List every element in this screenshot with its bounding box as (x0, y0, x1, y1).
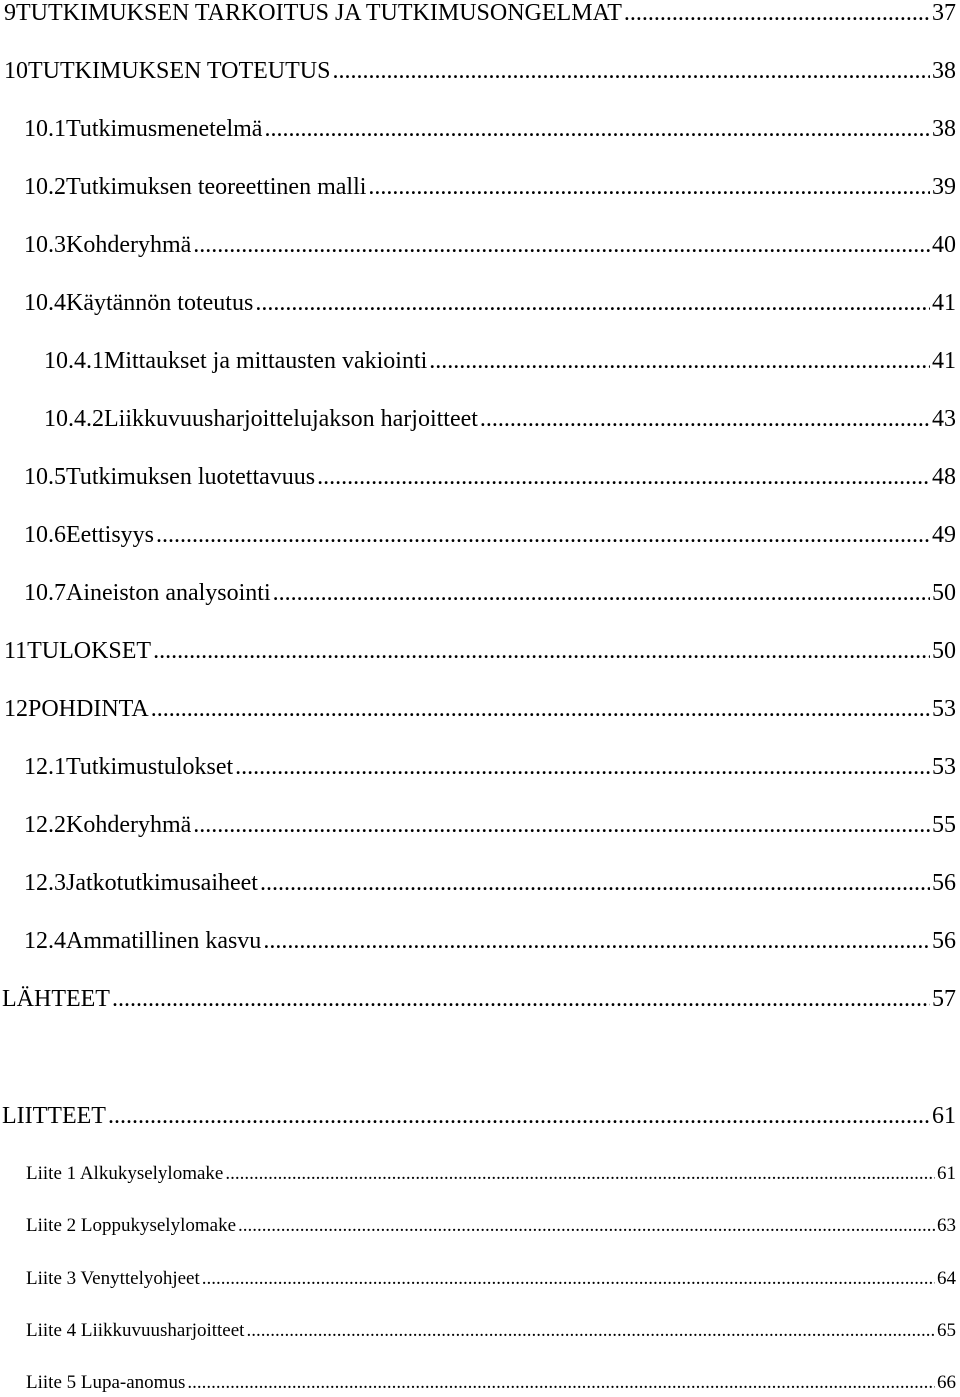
dot-leader (368, 172, 930, 202)
toc-entry-title: Tutkimustulokset (66, 754, 234, 780)
toc-entry-page: 49 (932, 522, 956, 548)
appendix-entry (26, 1214, 956, 1238)
toc-entry-title: TUTKIMUKSEN TARKOITUS JA TUTKIMUSONGELMAT (16, 0, 622, 26)
appendix-entry (26, 1319, 956, 1343)
toc-entry-page: 38 (932, 58, 956, 84)
toc-entry-number: 12.3 (24, 870, 66, 896)
toc-entry-page: 57 (932, 986, 956, 1012)
toc-entry-references (2, 984, 956, 1014)
toc-entry-number: 12.4 (24, 928, 66, 954)
toc-entry-title: Tutkimusmenetelmä (66, 116, 263, 142)
dot-leader (112, 984, 930, 1014)
toc-entry (24, 868, 956, 898)
toc-entry-number: 10.5 (24, 464, 66, 490)
toc-entry-number: 10.4 (24, 290, 66, 316)
dot-leader (246, 1319, 935, 1343)
appendix-entry (26, 1371, 956, 1395)
toc-entry-title: Kohderyhmä (66, 812, 192, 838)
toc-entry-number: 10.6 (24, 522, 66, 548)
toc-entry-page: 38 (932, 116, 956, 142)
toc-entry-title: TULOKSET (27, 638, 152, 664)
toc-entry-title: Ammatillinen kasvu (66, 928, 262, 954)
toc-entry-title: LÄHTEET (2, 986, 110, 1012)
toc-entry-number: 10.7 (24, 580, 66, 606)
dot-leader (480, 404, 930, 434)
toc-entry-title: Mittaukset ja mittausten vakiointi (104, 348, 428, 374)
appendix-entry (26, 1162, 956, 1186)
appendix-title: Liite 1 Alkukyselylomake (26, 1163, 224, 1184)
toc-entry (24, 752, 956, 782)
toc-entry-appendices (2, 1101, 956, 1131)
toc-entry-title: Tutkimuksen teoreettinen malli (66, 174, 367, 200)
toc-entry-title: Liikkuvuusharjoittelujakson harjoitteet (104, 406, 478, 432)
dot-leader (260, 868, 930, 898)
toc-entry-page: 56 (932, 928, 956, 954)
dot-leader (235, 752, 930, 782)
appendix-title: Liite 2 Loppukyselylomake (26, 1215, 237, 1236)
toc-entry (4, 0, 956, 28)
dot-leader (263, 926, 930, 956)
toc-entry-page: 40 (932, 232, 956, 258)
dot-leader (264, 114, 930, 144)
toc-entry (24, 578, 956, 608)
appendix-title: Liite 5 Lupa-anomus (26, 1372, 186, 1393)
toc-entry-number: 11 (4, 638, 28, 664)
appendix-page: 65 (937, 1320, 956, 1341)
appendix-title: Liite 4 Liikkuvuusharjoitteet (26, 1320, 245, 1341)
toc-entry-number: 10.2 (24, 174, 66, 200)
toc-entry-title: POHDINTA (28, 696, 149, 722)
dot-leader (332, 56, 930, 86)
toc-entry-page: 53 (932, 754, 956, 780)
toc-entry-page: 37 (932, 0, 956, 26)
toc-entry-page: 41 (932, 290, 956, 316)
toc-entry-title: LIITTEET (2, 1103, 106, 1129)
toc-entry (44, 346, 956, 376)
toc-entry-page: 39 (932, 174, 956, 200)
dot-leader (151, 694, 930, 724)
appendix-page: 61 (937, 1163, 956, 1184)
dot-leader (238, 1214, 935, 1238)
appendix-title: Liite 3 Venyttelyohjeet (26, 1268, 200, 1289)
toc-entry (4, 694, 956, 724)
toc-entry-number: 10.3 (24, 232, 66, 258)
toc-entry-title: Eettisyys (66, 522, 154, 548)
toc-entry-page: 48 (932, 464, 956, 490)
toc-entry-number: 9 (4, 0, 16, 26)
appendix-entry (26, 1267, 956, 1291)
dot-leader (273, 578, 930, 608)
dot-leader (255, 288, 930, 318)
toc-entry-number: 12.1 (24, 754, 66, 780)
toc-entry-page: 50 (932, 580, 956, 606)
toc-entry-page: 61 (932, 1103, 956, 1129)
toc-entry-page: 55 (932, 812, 956, 838)
toc-entry (24, 926, 956, 956)
dot-leader (156, 520, 930, 550)
toc-entry-title: Tutkimuksen luotettavuus (66, 464, 316, 490)
toc-entry-page: 43 (932, 406, 956, 432)
toc-entry-number: 10 (4, 58, 28, 84)
appendix-page: 66 (937, 1372, 956, 1393)
toc-entry-page: 56 (932, 870, 956, 896)
appendix-page: 63 (937, 1215, 956, 1236)
dot-leader (624, 0, 930, 28)
toc-entry (24, 810, 956, 840)
toc-entry (24, 172, 956, 202)
toc-entry-title: TUTKIMUKSEN TOTEUTUS (28, 58, 331, 84)
dot-leader (187, 1371, 935, 1395)
dot-leader (108, 1101, 930, 1131)
toc-entry-title: Käytännön toteutus (66, 290, 254, 316)
toc-entry (4, 636, 956, 666)
dot-leader (225, 1162, 935, 1186)
toc-entry-number: 10.1 (24, 116, 66, 142)
toc-entry-page: 50 (932, 638, 956, 664)
toc-entry (44, 404, 956, 434)
toc-entry-number: 12.2 (24, 812, 66, 838)
toc-entry-number: 10.4.1 (44, 348, 104, 374)
toc-entry (24, 520, 956, 550)
dot-leader (202, 1267, 935, 1291)
dot-leader (193, 230, 930, 260)
dot-leader (153, 636, 930, 666)
toc-entry (24, 288, 956, 318)
dot-leader (193, 810, 930, 840)
dot-leader (429, 346, 930, 376)
toc-entry (24, 230, 956, 260)
toc-entry-page: 53 (932, 696, 956, 722)
appendix-page: 64 (937, 1268, 956, 1289)
toc-entry-title: Aineiston analysointi (66, 580, 271, 606)
toc-entry (4, 56, 956, 86)
toc-entry-number: 12 (4, 696, 28, 722)
toc-entry-title: Jatkotutkimusaiheet (66, 870, 258, 896)
toc-entry-title: Kohderyhmä (66, 232, 192, 258)
toc-entry-page: 41 (932, 348, 956, 374)
toc-entry (24, 462, 956, 492)
toc-entry (24, 114, 956, 144)
toc-entry-number: 10.4.2 (44, 406, 104, 432)
dot-leader (317, 462, 930, 492)
